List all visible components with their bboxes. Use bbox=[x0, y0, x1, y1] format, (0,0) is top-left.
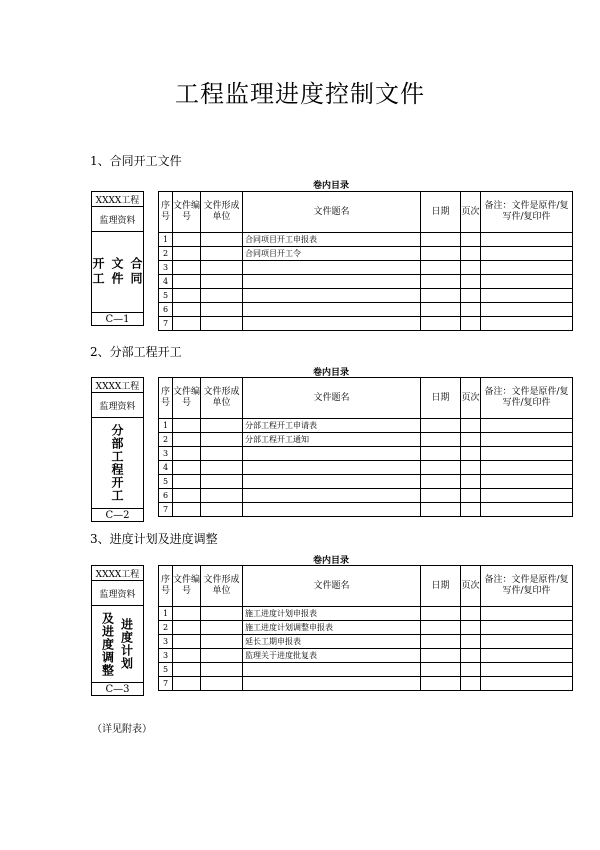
table-row bbox=[159, 503, 573, 517]
table-row bbox=[159, 447, 573, 461]
row-no: 2 bbox=[159, 433, 173, 447]
row-title bbox=[243, 261, 421, 275]
header-file-no: 文件编号 bbox=[173, 192, 201, 233]
header-seq: 序号 bbox=[159, 378, 173, 419]
section-2-spine bbox=[91, 377, 144, 522]
spine-info: 监理资料 bbox=[92, 581, 143, 606]
table-row bbox=[159, 419, 573, 433]
header-title: 文件题名 bbox=[243, 192, 421, 233]
row-no: 5 bbox=[159, 289, 173, 303]
row-no: 4 bbox=[159, 461, 173, 475]
table-row bbox=[159, 649, 573, 663]
header-title: 文件题名 bbox=[243, 378, 421, 419]
row-title bbox=[243, 677, 421, 691]
header-remarks: 备注：文件是原件/复写件/复印件 bbox=[481, 192, 573, 233]
row-title: 监理关于进度批复表 bbox=[243, 649, 421, 663]
section-2-heading: 2、分部工程开工 bbox=[90, 345, 182, 359]
table-row bbox=[159, 275, 573, 289]
section-2-index-table bbox=[158, 377, 573, 517]
table-row bbox=[159, 621, 573, 635]
spine-code: C—3 bbox=[105, 683, 130, 695]
table-row bbox=[159, 317, 573, 331]
row-title: 合同项目开工申报表 bbox=[243, 233, 421, 247]
row-title bbox=[243, 461, 421, 475]
row-title bbox=[243, 489, 421, 503]
row-no: 2 bbox=[159, 247, 173, 261]
row-title: 分部工程开工申请表 bbox=[243, 419, 421, 433]
row-no: 5 bbox=[159, 475, 173, 489]
table-row bbox=[159, 677, 573, 691]
row-title bbox=[243, 289, 421, 303]
header-unit: 文件形成单位 bbox=[201, 566, 243, 607]
section-1-heading: 1、合同开工文件 bbox=[90, 154, 182, 168]
header-date: 日期 bbox=[421, 378, 461, 419]
row-no: 1 bbox=[159, 419, 173, 433]
spine-project: XXXX工程 bbox=[92, 566, 143, 581]
row-no: 5 bbox=[159, 663, 173, 677]
section-1-spine bbox=[91, 191, 144, 326]
table-row bbox=[159, 303, 573, 317]
header-date: 日期 bbox=[421, 192, 461, 233]
table-header-row bbox=[159, 192, 573, 233]
row-title: 分部工程开工通知 bbox=[243, 433, 421, 447]
section-1-caption: 卷内目录 bbox=[312, 181, 349, 191]
row-no: 7 bbox=[159, 503, 173, 517]
header-pages: 页次 bbox=[461, 192, 481, 233]
table-row bbox=[159, 635, 573, 649]
table-row bbox=[159, 261, 573, 275]
spine-title-col: 分部工程开工 bbox=[110, 424, 124, 502]
row-no: 3 bbox=[159, 649, 173, 663]
row-no: 4 bbox=[159, 275, 173, 289]
row-no: 1 bbox=[159, 233, 173, 247]
section-2-caption: 卷内目录 bbox=[312, 368, 349, 378]
table-row bbox=[159, 475, 573, 489]
row-title: 施工进度计划申报表 bbox=[243, 607, 421, 621]
header-unit: 文件形成单位 bbox=[201, 192, 243, 233]
row-title bbox=[243, 275, 421, 289]
spine-info: 监理资料 bbox=[92, 393, 143, 418]
row-no: 7 bbox=[159, 317, 173, 331]
header-remarks: 备注：文件是原件/复写件/复印件 bbox=[481, 378, 573, 419]
spine-info: 监理资料 bbox=[92, 207, 143, 232]
table-row bbox=[159, 433, 573, 447]
table-row bbox=[159, 461, 573, 475]
row-no: 2 bbox=[159, 621, 173, 635]
header-file-no: 文件编号 bbox=[173, 566, 201, 607]
table-row bbox=[159, 247, 573, 261]
spine-title-col: 进度计划 bbox=[119, 618, 134, 670]
row-title bbox=[243, 475, 421, 489]
spine-title bbox=[92, 232, 143, 313]
spine-title bbox=[92, 418, 143, 509]
header-remarks: 备注：文件是原件/复写件/复印件 bbox=[481, 566, 573, 607]
row-title bbox=[243, 447, 421, 461]
spine-title bbox=[92, 606, 143, 683]
table-header-row bbox=[159, 566, 573, 607]
table-row bbox=[159, 289, 573, 303]
section-3-heading: 3、进度计划及进度调整 bbox=[90, 532, 218, 546]
row-no: 3 bbox=[159, 261, 173, 275]
row-title bbox=[243, 503, 421, 517]
header-title: 文件题名 bbox=[243, 566, 421, 607]
spine-code: C—2 bbox=[105, 509, 130, 521]
table-header-row bbox=[159, 378, 573, 419]
row-title bbox=[243, 663, 421, 677]
header-seq: 序号 bbox=[159, 566, 173, 607]
header-seq: 序号 bbox=[159, 192, 173, 233]
row-no: 3 bbox=[159, 447, 173, 461]
row-no: 1 bbox=[159, 607, 173, 621]
footnote: （详见附表） bbox=[92, 724, 152, 735]
row-title: 合同项目开工令 bbox=[243, 247, 421, 261]
header-file-no: 文件编号 bbox=[173, 378, 201, 419]
section-1-index-table bbox=[158, 191, 573, 331]
table-row bbox=[159, 663, 573, 677]
section-3-caption: 卷内目录 bbox=[312, 556, 349, 566]
row-title: 施工进度计划调整申报表 bbox=[243, 621, 421, 635]
row-no: 7 bbox=[159, 677, 173, 691]
spine-title-col: 开工 bbox=[91, 257, 105, 287]
spine-title-col: 文件 bbox=[110, 257, 124, 287]
spine-code: C—1 bbox=[105, 313, 130, 325]
row-no: 6 bbox=[159, 303, 173, 317]
row-title bbox=[243, 303, 421, 317]
table-row bbox=[159, 607, 573, 621]
section-3-spine bbox=[91, 565, 144, 696]
page-title: 工程监理进度控制文件 bbox=[175, 80, 425, 108]
spine-title-col: 及进度调整 bbox=[100, 611, 115, 677]
spine-project: XXXX工程 bbox=[92, 192, 143, 207]
section-3-index-table bbox=[158, 565, 573, 691]
row-no: 3 bbox=[159, 635, 173, 649]
row-no: 6 bbox=[159, 489, 173, 503]
row-title: 延长工期申报表 bbox=[243, 635, 421, 649]
spine-title-col: 合同 bbox=[129, 257, 143, 287]
header-unit: 文件形成单位 bbox=[201, 378, 243, 419]
row-title bbox=[243, 317, 421, 331]
spine-project: XXXX工程 bbox=[92, 378, 143, 393]
table-row bbox=[159, 233, 573, 247]
header-pages: 页次 bbox=[461, 378, 481, 419]
header-date: 日期 bbox=[421, 566, 461, 607]
header-pages: 页次 bbox=[461, 566, 481, 607]
table-row bbox=[159, 489, 573, 503]
